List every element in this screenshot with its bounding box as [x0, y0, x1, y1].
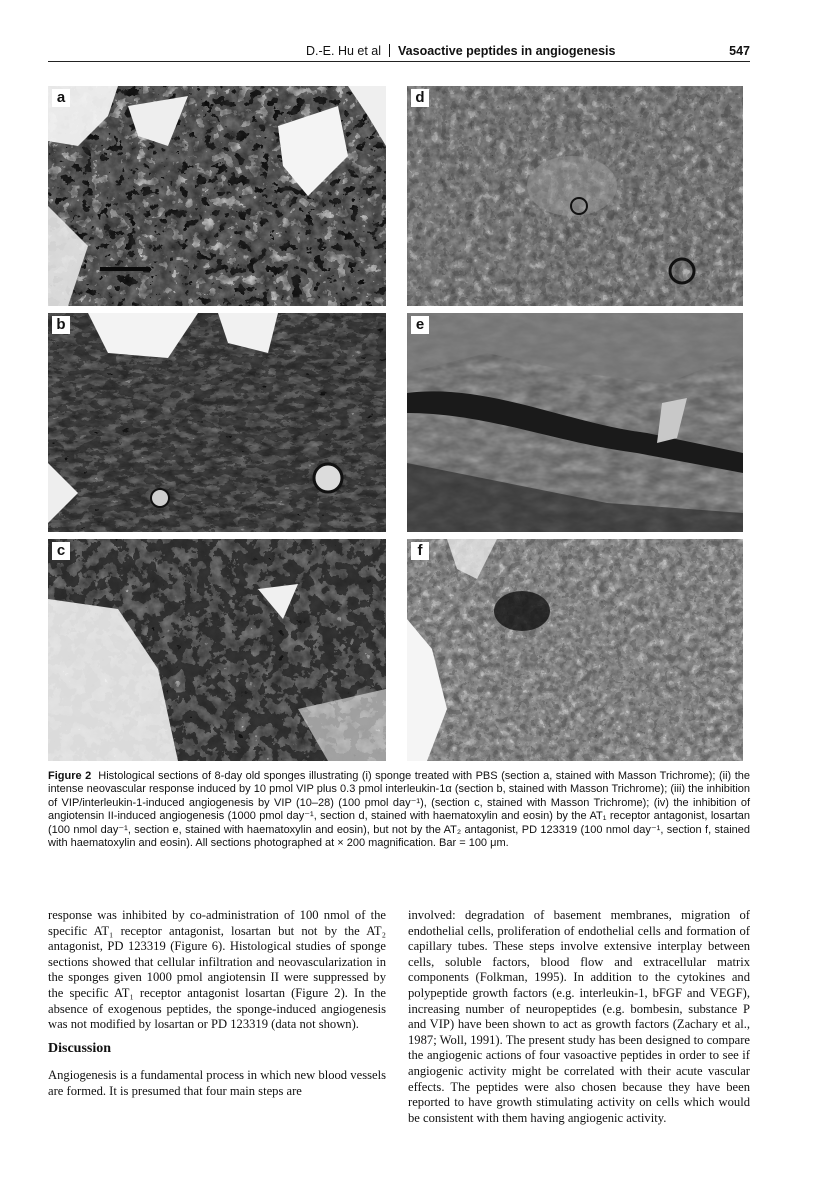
figure-caption [48, 770, 750, 850]
running-head [306, 44, 615, 58]
panel-label-d: d [411, 89, 429, 107]
micrograph-panel-c [48, 539, 386, 761]
micrograph-d-image [407, 86, 743, 306]
micrograph-panel-f [407, 539, 743, 761]
panel-label-b: b [52, 316, 70, 334]
figure-caption-text: Histological sections of 8-day old sponges illustrating (i) sponge treated with PBS (section a, stained with Masson Trichrome); (ii) the intense neovascular response induced by 10 pmol VIP plus 0.3 pmol interleukin-1α (section b, stained with Masson Trichrome); (iii) the inhibition of VIP/interleukin-1-induced angiogenesis by VIP (10–28) (100 pmol day⁻¹), (section c, stained with Masson Trichrome); (iv) the inhibition of angiotensin II-induced angiogenesis (1000 pmol day⁻¹, section d, stained with haematoxylin and eosin) by the AT₁ receptor antagonist, losartan (100 nmol day⁻¹, section e, stained with haematoxylin and eosin), but not by the AT₂ antagonist, PD 123319 (100 nmol day⁻¹, section f, stained with haematoxylin and eosin). All sections photographed at × 200 magnification. Bar = 100 μm. [48, 770, 751, 850]
header-separator [389, 44, 390, 57]
micrograph-c-image [48, 539, 386, 761]
left-column-paragraph [48, 908, 386, 1033]
panel-label-a: a [52, 89, 70, 107]
running-head-authors: D.-E. Hu et al [306, 44, 382, 58]
micrograph-a-image [48, 86, 386, 306]
discussion-paragraph: Angiogenesis is a fundamental process in which new blood vessels are formed. It is presumed that four main steps are [48, 1068, 386, 1098]
section-heading-discussion: Discussion [48, 1041, 112, 1056]
figure-caption-label: Figure 2 [48, 770, 92, 782]
panel-label-c: c [52, 542, 70, 560]
discussion-column [48, 1068, 386, 1099]
running-head-title: Vasoactive peptides in angiogenesis [398, 44, 616, 58]
panel-label-f: f [411, 542, 429, 560]
discussion-continued-paragraph: involved: degradation of basement membranes, migration of endothelial cells, proliferation of endothelial cells and formation of capillary tubes. These steps involve extensive interplay between cells, soluble factors, blood flow and extracellular matrix components (Folkman, 1995). In addition to the cytokines and polypeptide growth factors (e.g. interleukin-1, bFGF and VEGF), increasing number of neuropeptides (e.g. bombesin, substance P and VIP) have been shown to act as growth factors (Zachary et al., 1987; Woll, 1991). The present study has been designed to compare the angiogenic actions of four vasoactive peptides in order to see if angiogenic activity might be correlated with their acute vascular effects. The peptides were also chosen because they have been reported to have growth stimulating activity on cells which would be consistent with them having angiogenic activity. [408, 908, 750, 1125]
micrograph-f-image [407, 539, 743, 761]
micrograph-panel-e [407, 313, 743, 532]
results-paragraph: response was inhibited by co-administration of 100 nmol of the specific AT₁ receptor antagonist, losartan but not by the AT₂ antagonist, PD 123319 (Figure 6). Histological studies of sponge sections showed that cellular infiltration and neovascularization in the sponges given 1000 pmol angiotensin II were suppressed by the specific AT₁ receptor antagonist losartan (Figure 2). In the absence of exogenous peptides, the sponge-induced angiogenesis was not modified by losartan or PD 123319 (data not shown). [48, 908, 386, 1032]
micrograph-panel-d [407, 86, 743, 306]
right-column-paragraph [408, 908, 750, 1126]
running-header [48, 44, 750, 62]
header-rule [48, 61, 750, 62]
micrograph-b-image [48, 313, 386, 532]
panel-label-e: e [411, 316, 429, 334]
micrograph-e-image [407, 313, 743, 532]
micrograph-panel-b [48, 313, 386, 532]
page-number: 547 [729, 44, 750, 58]
scale-bar [100, 267, 150, 271]
micrograph-panel-a [48, 86, 386, 306]
